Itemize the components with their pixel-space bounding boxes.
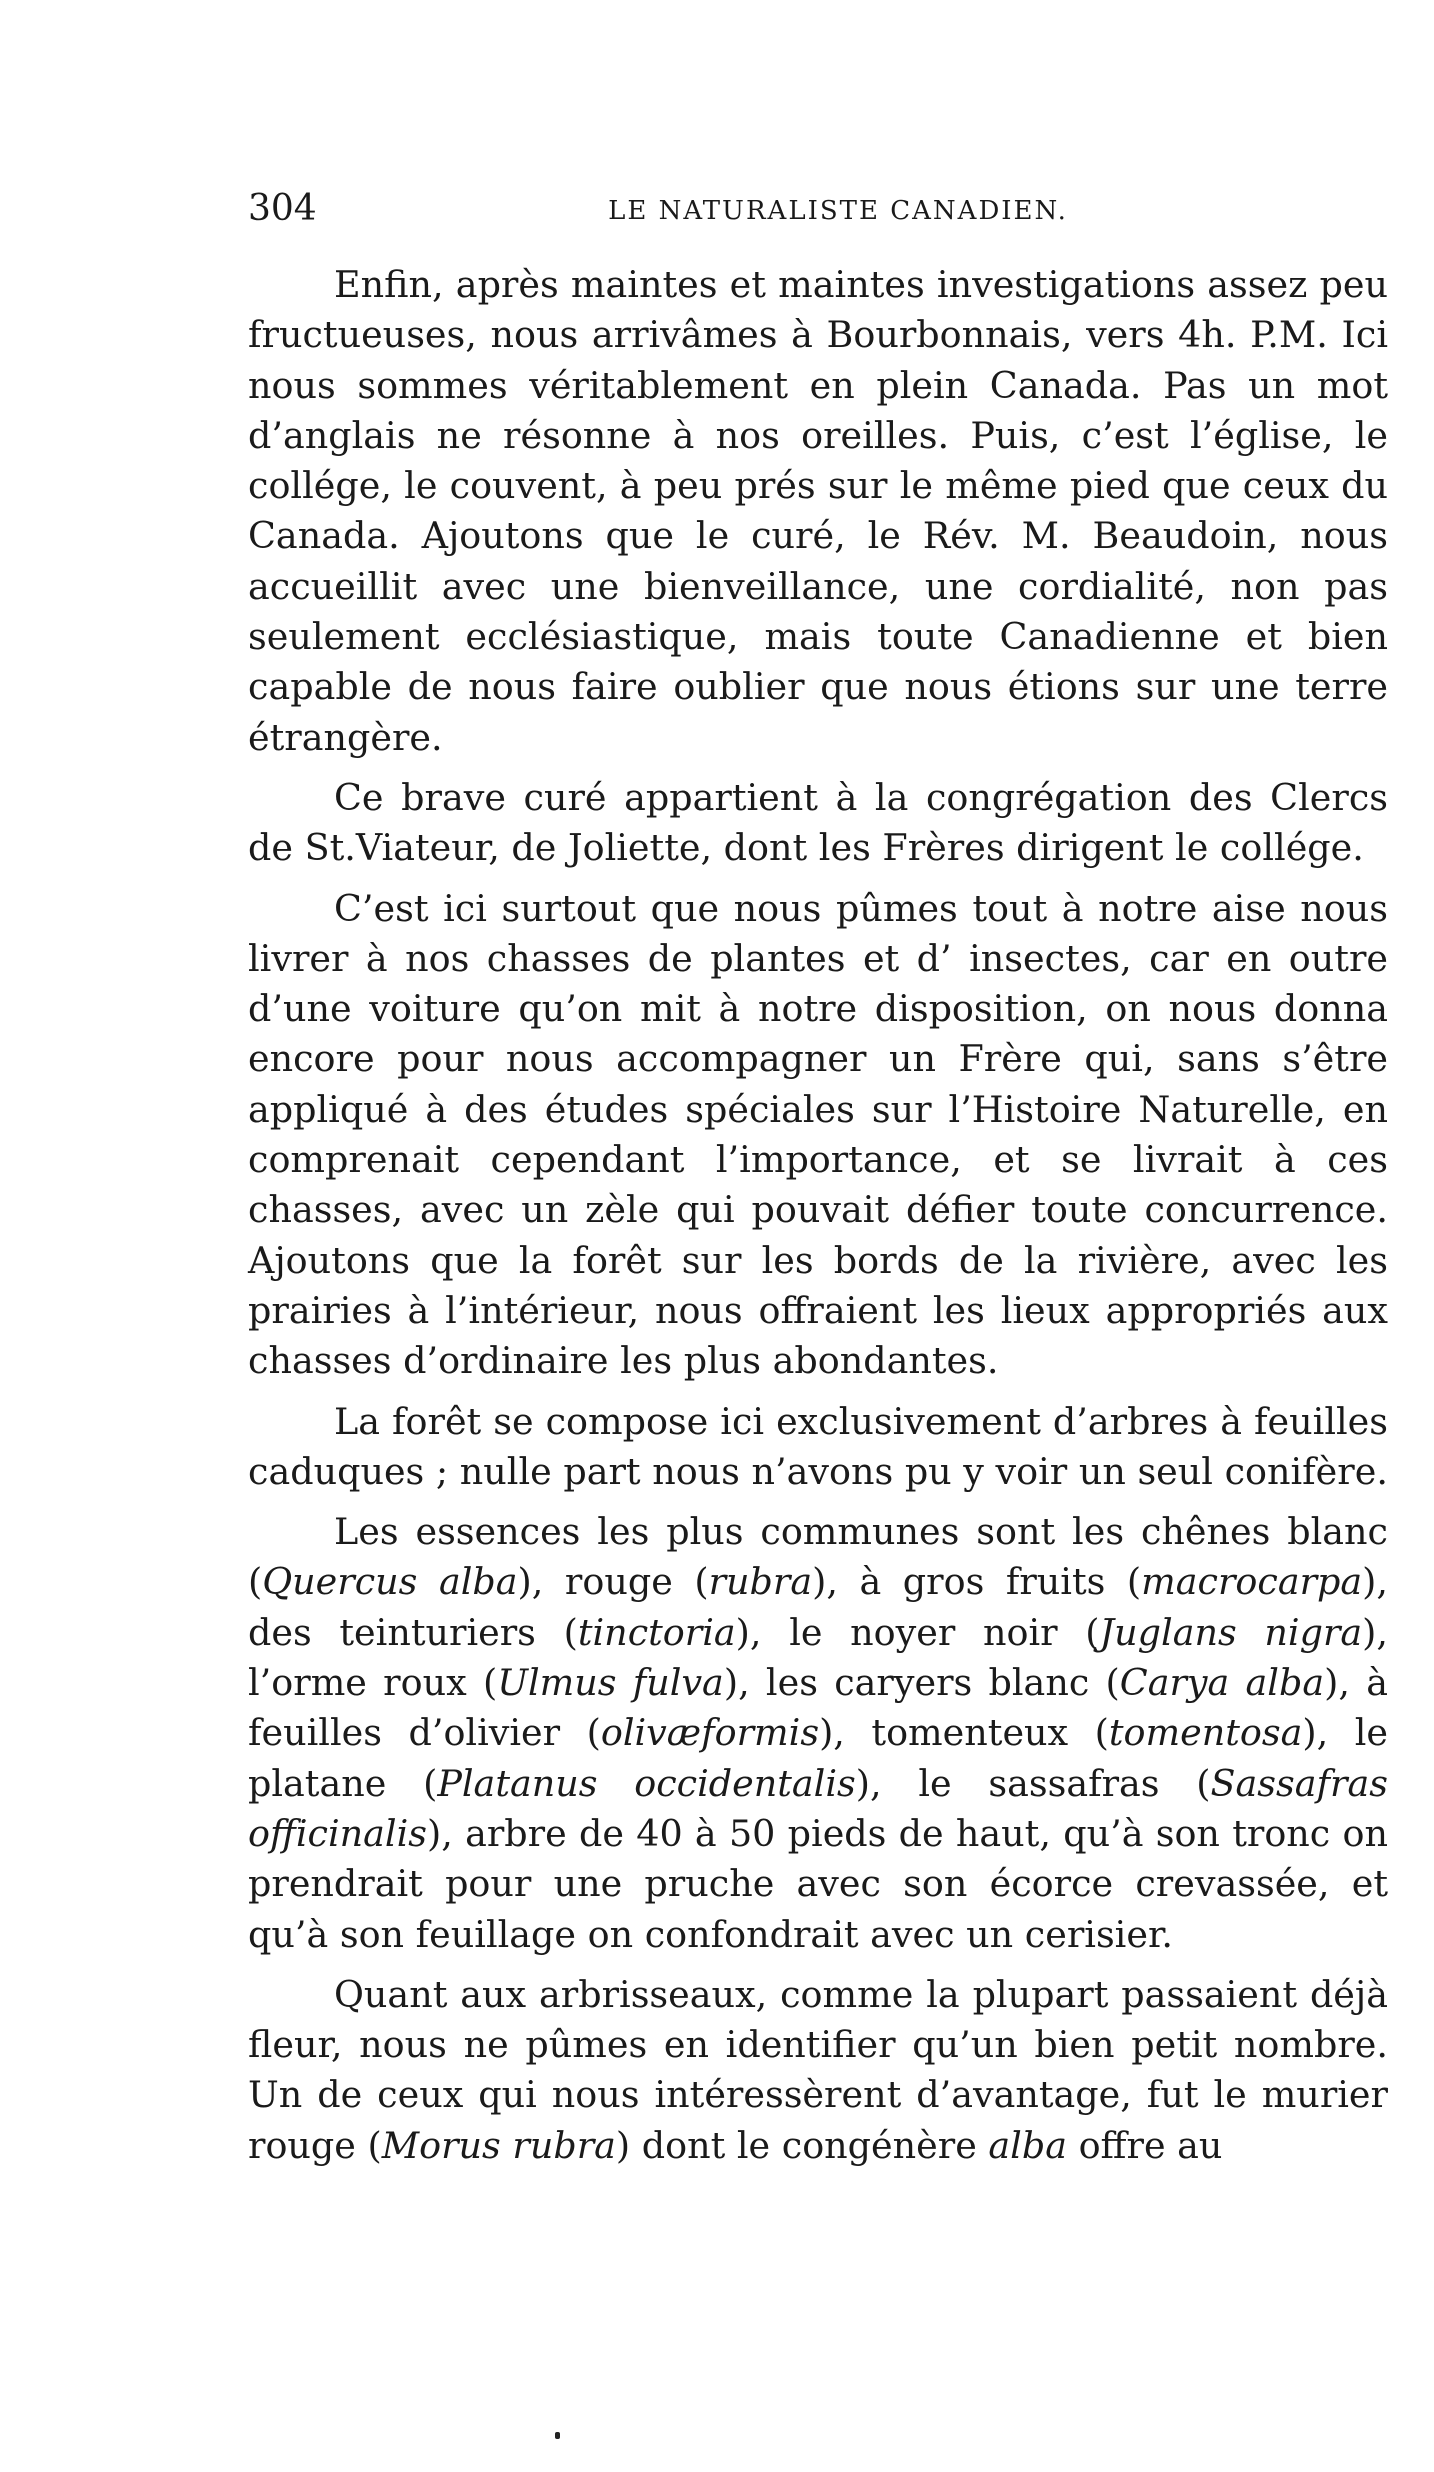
text-run: offre au — [1066, 2123, 1223, 2167]
latin-name: rubra — [708, 1560, 813, 1604]
text-run: La forêt se compose ici exclusivement d’arbres à feuilles caduques ; nulle part nous n’avons pu y voir un seul conifère. — [248, 1399, 1388, 1493]
latin-name: macrocarpa — [1141, 1560, 1363, 1604]
latin-name: alba — [988, 2123, 1067, 2167]
latin-name: Carya alba — [1119, 1661, 1325, 1705]
latin-name: olivæformis — [600, 1711, 820, 1755]
text-run: Quant aux arbrisseaux, comme la plupart passaient déjà fleur, nous ne pûmes en identifier qu’un bien petit nombre. Un de ceux qui nous intéressèrent d’avantage, fut le murier rouge ( — [248, 1972, 1388, 2167]
paragraph-2 — [248, 773, 1388, 874]
text-run: Ce brave curé appartient à la congrégation des Clercs de St.Viateur, de Joliette, dont les Frères dirigent le collége. — [248, 775, 1388, 870]
paragraph-4 — [248, 1397, 1388, 1498]
text-run: ), les caryers blanc ( — [723, 1661, 1120, 1705]
text-run: ), le sassafras ( — [855, 1761, 1211, 1805]
text-run: ), l’orme roux ( — [248, 1610, 1388, 1705]
latin-name: Morus rubra — [381, 2123, 616, 2167]
latin-name: Juglans nigra — [1099, 1610, 1363, 1654]
running-title: LE NATURALISTE CANADIEN. — [608, 196, 1068, 226]
text-run: Enfin, après maintes et maintes investigations assez peu fructueuses, nous arrivâmes à Bourbonnais, vers 4h. P.M. Ici nous sommes véritablement en plein Canada. Pas un mot d’anglais ne résonne à nos oreilles. Puis, c’est l’église, le collége, le couvent, à peu prés sur le même pied que ceux du Canada. Ajoutons que le curé, le Rév. M. Beaudoin, nous accueillit avec une bienveillance, une cordialité, non pas seulement ecclésiastique, mais toute Canadienne et bien capable de nous faire oublier que nous étions sur une terre étrangère. — [248, 263, 1388, 759]
text-run: ), à gros fruits ( — [812, 1560, 1142, 1604]
latin-name: tinctoria — [577, 1610, 736, 1654]
text-run: ), tomenteux ( — [819, 1711, 1109, 1755]
text-run: ) dont le congénère — [615, 2123, 989, 2167]
print-speck — [555, 2432, 560, 2439]
text-run: ), rouge ( — [517, 1560, 709, 1604]
latin-name: Quercus alba — [262, 1560, 518, 1604]
page-number: 304 — [248, 188, 317, 229]
text-run: ), à feuilles d’olivier ( — [248, 1661, 1388, 1755]
paragraph-1 — [248, 260, 1388, 763]
paragraph-6 — [248, 1970, 1388, 2171]
book-page — [248, 180, 1388, 2181]
latin-name: tomentosa — [1108, 1711, 1303, 1755]
latin-name: Sassafras officinalis — [248, 1761, 1388, 1855]
paragraph-5 — [248, 1507, 1388, 1960]
text-run: Les essences les plus communes sont les chênes blanc ( — [248, 1510, 1388, 1604]
latin-name: Ulmus fulva — [497, 1661, 724, 1705]
paragraph-3 — [248, 884, 1388, 1387]
latin-name: Platanus occidentalis — [437, 1761, 856, 1805]
text-run: C’est ici surtout que nous pûmes tout à notre aise nous livrer à nos chasses de plantes et d’ insectes, car en outre d’une voiture qu’on mit à notre disposition, on nous donna encore pour nous accompagner un Frère qui, sans s’être appliqué à des études spéciales sur l’Histoire Naturelle, en comprenait cependant l’importance, et se livrait à ces chasses, avec un zèle qui pouvait défier toute concurrence. Ajoutons que la forêt sur les bords de la rivière, avec les prairies à l’intérieur, nous offraient les lieux appropriés aux chasses d’ordinaire les plus abondantes. — [248, 886, 1388, 1383]
text-run: ), le noyer noir ( — [735, 1610, 1100, 1654]
body-text — [248, 260, 1388, 2171]
text-run: ), le platane ( — [248, 1711, 1389, 1805]
page-header — [248, 180, 1388, 240]
text-run: ), arbre de 40 à 50 pieds de haut, qu’à son tronc on prendrait pour une pruche avec son écorce crevassée, et qu’à son feuillage on confondrait avec un cerisier. — [248, 1811, 1388, 1956]
text-run: ), des teinturiers ( — [248, 1560, 1389, 1654]
